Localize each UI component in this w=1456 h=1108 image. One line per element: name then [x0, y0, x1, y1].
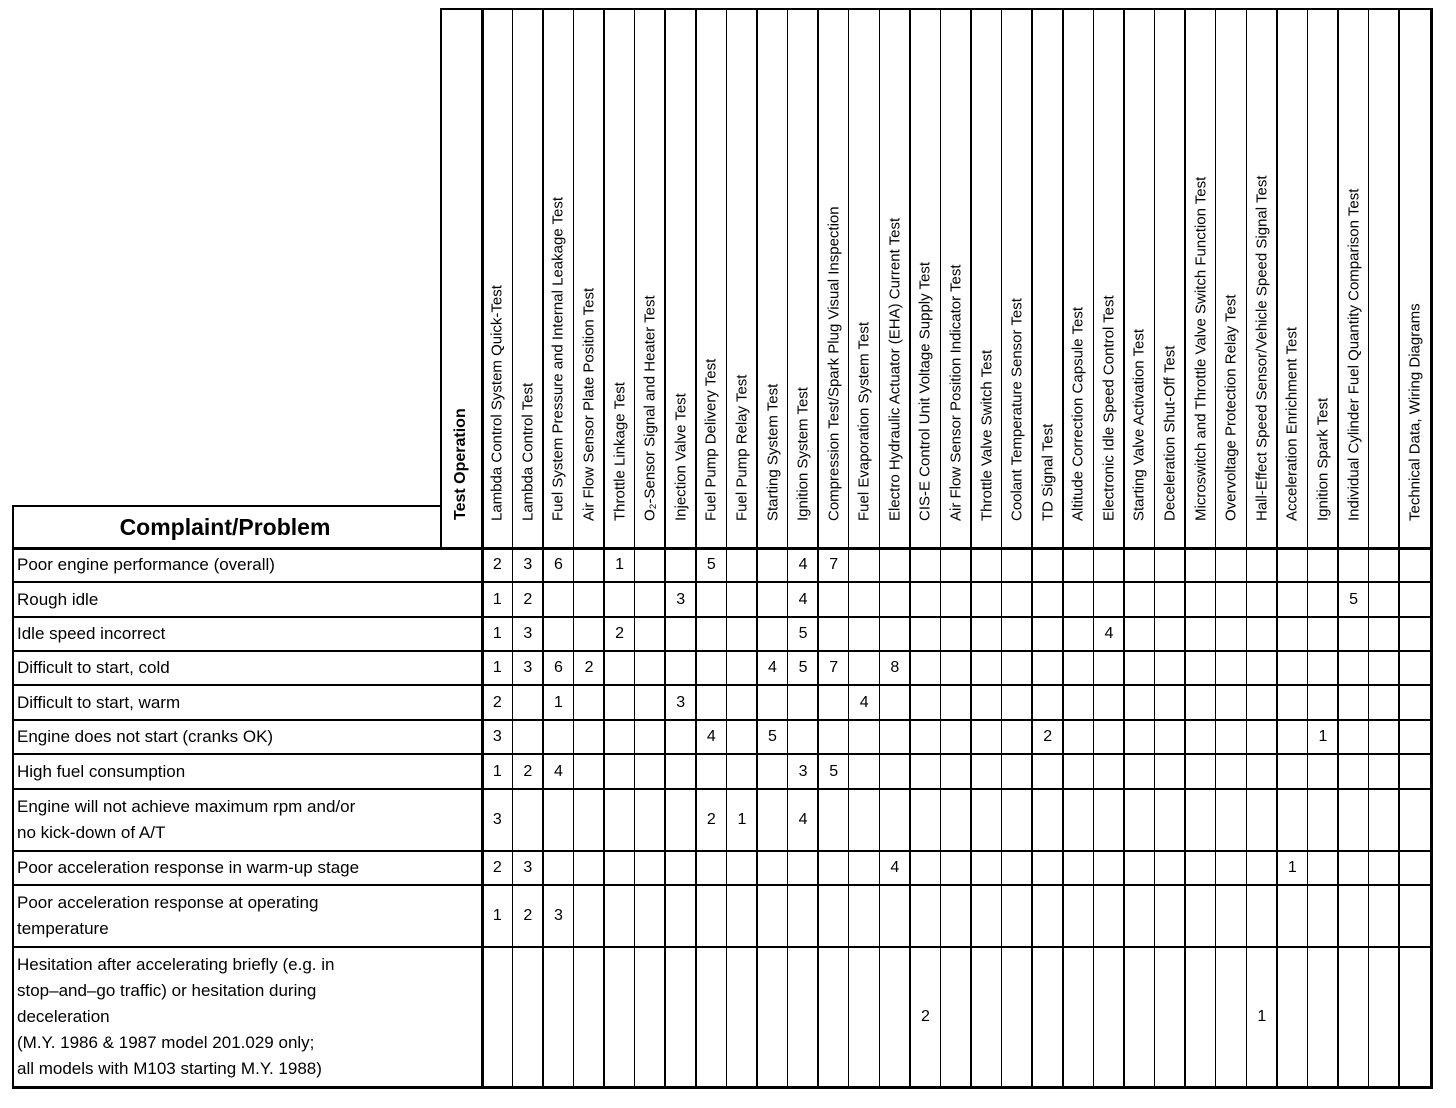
table-cell: 7	[829, 659, 839, 676]
table-cell: 3	[523, 556, 533, 573]
table-cell: 2	[523, 907, 533, 924]
row-label	[12, 885, 482, 947]
table-cell: 3	[523, 625, 533, 642]
table-cell: 1	[492, 659, 502, 676]
horizontal-rule	[12, 505, 442, 507]
complaint-problem-heading: Complaint/Problem	[119, 513, 331, 540]
vertical-rule	[695, 8, 697, 1087]
row-label	[12, 754, 482, 789]
column-header-label: Air Flow Sensor Plate Position Test	[580, 287, 598, 521]
row-label	[12, 720, 482, 754]
horizontal-rule	[12, 684, 1432, 686]
column-header	[818, 8, 849, 548]
column-header-label: Throttle Linkage Test	[611, 382, 629, 521]
table-cell: 2	[523, 762, 533, 780]
table-cell: 4	[768, 659, 777, 676]
table-cell: 2	[615, 625, 625, 642]
column-header	[665, 8, 696, 548]
test-operation-label: Test Operation	[452, 408, 469, 520]
table-cell: 1	[1287, 859, 1297, 876]
column-header	[696, 8, 727, 548]
column-header	[971, 8, 1002, 548]
table-cell: 1	[492, 762, 502, 780]
column-header	[757, 8, 788, 548]
table-cell: 5	[829, 762, 839, 780]
vertical-rule	[603, 8, 605, 1087]
row-label-text: Engine does not start (cranks OK)	[17, 727, 274, 746]
vertical-rule	[1001, 8, 1003, 1087]
table-cell: 7	[829, 556, 839, 573]
horizontal-rule	[12, 788, 1432, 790]
horizontal-rule	[12, 884, 1432, 886]
column-header	[1308, 8, 1339, 548]
table-cell: 4	[890, 859, 900, 876]
vertical-rule	[1398, 8, 1400, 1087]
table-cell: 2	[706, 811, 716, 828]
test-operation-header	[440, 8, 482, 548]
table-cell: 5	[798, 659, 808, 676]
horizontal-rule	[12, 719, 1432, 721]
table-cell: 2	[523, 590, 533, 608]
row-label-text: Engine will not achieve maximum rpm and/or no kick-down of A/T	[17, 797, 356, 842]
vertical-rule	[1337, 8, 1339, 1087]
column-header	[513, 8, 544, 548]
table-cell: 5	[1349, 590, 1358, 608]
vertical-rule	[634, 8, 636, 1087]
table-cell: 3	[676, 693, 686, 711]
column-header-label: Electro Hydraulic Actuator (EHA) Current Test	[886, 217, 904, 521]
column-header-label: TD Signal Test	[1039, 423, 1057, 521]
column-header	[849, 8, 880, 548]
column-header-label: Fuel Pump Delivery Test	[702, 358, 720, 521]
column-header-label: Ignition System Test	[794, 387, 812, 521]
column-header	[941, 8, 972, 548]
vertical-rule	[1031, 8, 1033, 1087]
table-cell: 5	[798, 625, 808, 642]
column-header-label: Technical Data, Wiring Diagrams	[1406, 303, 1424, 521]
vertical-rule	[756, 8, 758, 1087]
table-cell: 2	[492, 556, 502, 573]
column-header	[1185, 8, 1216, 548]
table-cell: 3	[676, 590, 686, 608]
column-header	[1155, 8, 1186, 548]
column-header-label: Fuel Evaporation System Test	[855, 322, 873, 521]
row-label-text: Difficult to start, cold	[17, 658, 170, 677]
vertical-rule	[1154, 8, 1156, 1087]
table-cell: 1	[492, 625, 502, 642]
column-header	[1277, 8, 1308, 548]
column-header	[727, 8, 758, 548]
horizontal-rule	[12, 850, 1432, 852]
row-label	[12, 651, 482, 685]
table-cell: 3	[523, 859, 533, 876]
column-header	[604, 8, 635, 548]
column-header-label: Hall-Effect Speed Sensor/Vehicle Speed Signal Test	[1253, 175, 1271, 521]
horizontal-rule	[12, 650, 1432, 652]
vertical-rule	[440, 8, 442, 548]
horizontal-rule	[440, 8, 1432, 10]
row-label	[12, 947, 482, 1087]
row-label-text: Rough idle	[17, 589, 99, 609]
table-cell: 2	[920, 1008, 930, 1025]
column-header	[635, 8, 666, 548]
table-cell: 6	[553, 556, 563, 573]
column-header	[1063, 8, 1094, 548]
vertical-rule	[726, 8, 728, 1087]
vertical-rule	[1246, 8, 1248, 1087]
row-label-text: Difficult to start, warm	[17, 692, 181, 712]
table-cell: 4	[798, 811, 808, 828]
table-cell: 4	[1104, 625, 1114, 642]
vertical-rule	[481, 8, 484, 1088]
table-cell: 2	[1043, 728, 1053, 745]
table-cell: 4	[798, 556, 808, 573]
row-label-text: Idle speed incorrect	[17, 624, 166, 643]
row-label-text: High fuel consumption	[17, 761, 186, 781]
column-header	[1216, 8, 1247, 548]
vertical-rule	[1307, 8, 1309, 1087]
table-cell: 3	[798, 762, 808, 780]
table-cell: 4	[859, 693, 869, 711]
horizontal-rule	[12, 616, 1432, 618]
column-header	[543, 8, 574, 548]
column-header-label: Starting System Test	[764, 383, 781, 521]
table-cell: 1	[492, 590, 502, 608]
row-label	[12, 548, 482, 582]
column-header	[574, 8, 605, 548]
row-label	[12, 582, 482, 617]
row-label-text: Poor acceleration response in warm-up stage	[17, 858, 360, 877]
vertical-rule	[940, 8, 942, 1087]
column-header	[910, 8, 941, 548]
table-cell: 3	[492, 811, 502, 828]
column-header-label: Throttle Valve Switch Test	[978, 349, 996, 521]
row-label	[12, 851, 482, 885]
table-cell: 4	[553, 762, 563, 780]
table-cell: 5	[706, 556, 716, 573]
table-cell: 3	[553, 907, 563, 924]
column-header	[1369, 8, 1400, 548]
vertical-rule	[879, 8, 881, 1087]
table-cell: 1	[492, 907, 502, 924]
column-header	[1247, 8, 1278, 548]
vertical-rule	[787, 8, 789, 1087]
column-header-label: CIS-E Control Unit Voltage Supply Test	[916, 261, 934, 521]
table-cell: 1	[1257, 1008, 1267, 1025]
table-cell: 1	[737, 811, 747, 828]
column-header	[1032, 8, 1063, 548]
column-header-label: Overvoltage Protection Relay Test	[1222, 294, 1240, 521]
table-cell: 2	[492, 693, 502, 711]
horizontal-rule	[12, 753, 1432, 755]
vertical-rule	[1123, 8, 1125, 1087]
row-label	[12, 617, 482, 651]
horizontal-rule	[12, 581, 1432, 583]
horizontal-rule	[12, 946, 1432, 948]
column-header-label: Acceleration Enrichment Test	[1283, 327, 1301, 521]
vertical-rule	[909, 8, 911, 1087]
column-header-label: Injection Valve Test	[672, 393, 690, 521]
column-header-label: Individual Cylinder Fuel Quantity Comparison Test	[1345, 188, 1363, 521]
vertical-rule	[1368, 8, 1370, 1087]
vertical-rule	[542, 8, 544, 1087]
column-header	[482, 8, 513, 548]
vertical-rule	[848, 8, 850, 1087]
column-header-label: Starting Valve Activation Test	[1130, 328, 1148, 521]
table-cell: 4	[798, 590, 808, 608]
column-header-label: Electronic Idle Speed Control Test	[1100, 295, 1118, 521]
table-cell: 8	[890, 659, 900, 676]
column-header	[1094, 8, 1125, 548]
table-cell: 3	[492, 728, 502, 745]
row-label-text: Poor engine performance (overall)	[17, 555, 275, 574]
table-cell: 5	[768, 728, 777, 745]
column-header-label: Altitude Correction Capsule Test	[1069, 307, 1087, 521]
vertical-rule	[970, 8, 972, 1087]
column-header-label: Deceleration Shut-Off Test	[1161, 345, 1179, 521]
row-label-text: Hesitation after accelerating briefly (e.g. in stop–and–go traffic) or hesitation during deceleration (M.Y. 1986 & 1987 model 201.029 only; all models with M103 starting M.Y. 1988)	[17, 955, 335, 1078]
column-header-label: O₂-Sensor Signal and Heater Test	[641, 295, 659, 521]
column-header	[1002, 8, 1033, 548]
table-cell: 2	[492, 859, 502, 876]
column-header-label: Air Flow Sensor Position Indicator Test	[947, 264, 965, 521]
column-header-label: Microswitch and Throttle Valve Switch Function Test	[1192, 176, 1210, 521]
column-header	[788, 8, 819, 548]
column-header-label: Ignition Spark Test	[1314, 397, 1332, 521]
vertical-rule	[1430, 8, 1433, 1089]
column-header-label: Compression Test/Spark Plug Visual Inspection	[825, 206, 843, 521]
column-header	[1399, 8, 1430, 548]
vertical-rule	[512, 8, 514, 1087]
table-cell: 1	[553, 693, 563, 711]
vertical-rule	[573, 8, 575, 1087]
table-cell: 1	[1318, 728, 1328, 745]
row-label	[12, 789, 482, 851]
column-header-label: Coolant Temperature Sensor Test	[1008, 298, 1026, 521]
column-header	[1338, 8, 1369, 548]
vertical-rule	[12, 505, 14, 1088]
row-label-text: Poor acceleration response at operating temperature	[17, 893, 319, 938]
column-header-label: Lambda Control System Quick-Test	[488, 285, 506, 521]
table-cell: 2	[584, 659, 594, 676]
column-header	[880, 8, 911, 548]
vertical-rule	[1093, 8, 1095, 1087]
table-cell: 6	[553, 659, 563, 676]
column-header-label: Fuel System Pressure and Internal Leakage Test	[549, 196, 567, 521]
horizontal-rule	[12, 547, 1432, 550]
column-header-label: Lambda Control Test	[519, 382, 537, 521]
row-label	[12, 685, 482, 720]
vertical-rule	[1215, 8, 1217, 1087]
vertical-rule	[664, 8, 666, 1087]
horizontal-rule	[12, 1086, 1432, 1089]
vertical-rule	[1184, 8, 1186, 1087]
table-cell: 4	[706, 728, 716, 745]
column-header	[1124, 8, 1155, 548]
vertical-rule	[1062, 8, 1064, 1087]
table-cell: 1	[615, 556, 625, 573]
column-header-label: Fuel Pump Relay Test	[733, 374, 751, 521]
table-cell: 3	[523, 659, 533, 676]
vertical-rule	[1276, 8, 1278, 1087]
vertical-rule	[817, 8, 819, 1087]
